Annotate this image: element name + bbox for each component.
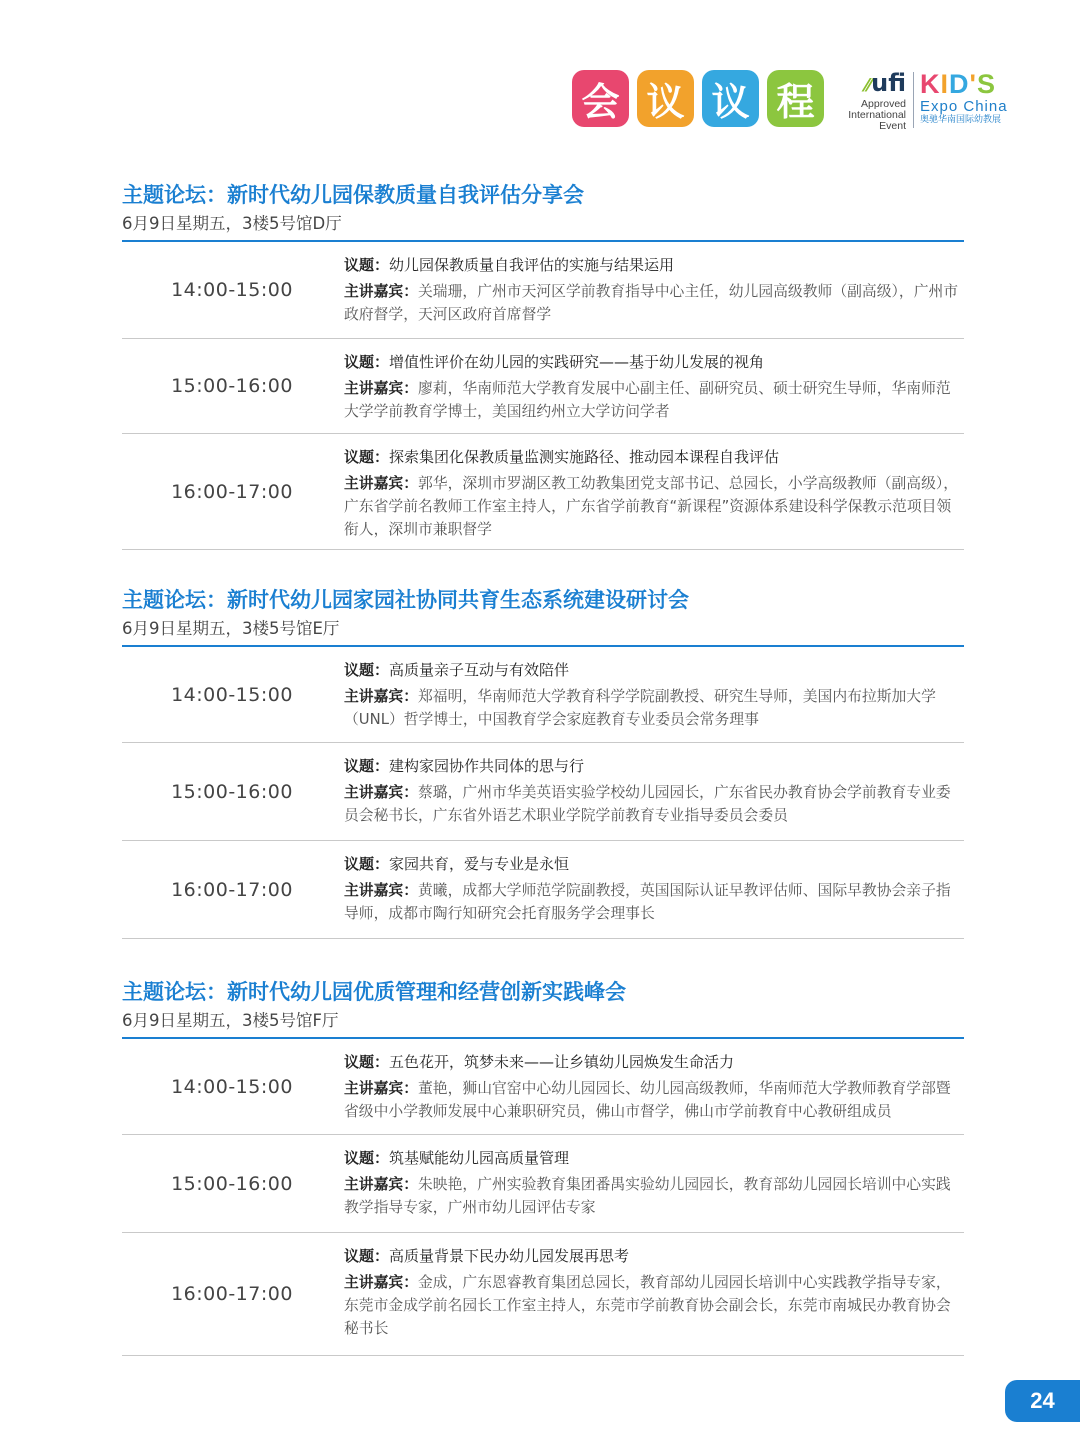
speaker-text: 郑福明，华南师范大学教育科学学院副教授、研究生导师，美国内布拉斯加大学（UNL）哲学博士，中国教育学会家庭教育专业委员会常务理事 [344,688,936,728]
forum-section [122,180,964,550]
title-tile: 议 [702,70,759,127]
topic-text: 高质量背景下民办幼儿园发展再思考 [389,1247,630,1265]
session-row [122,743,964,841]
session-row [122,1233,964,1356]
speaker-label: 主讲嘉宾： [344,784,418,801]
speaker-text: 蔡璐，广州市华美英语实验学校幼儿园园长，广东省民办教育协会学前教育专业委员会秘书长，广东省外语艺术职业学院学前教育专业指导委员会委员 [344,784,951,824]
kids-expo-text: Expo China [920,98,1008,115]
page-number: 24 [1005,1380,1080,1422]
speaker-label: 主讲嘉宾： [344,882,418,899]
session-time: 14:00-15:00 [171,279,293,301]
speaker-label: 主讲嘉宾： [344,283,418,300]
session-speaker [344,781,964,827]
kids-letter: ' [969,69,977,99]
session-topic [344,755,964,777]
session-time: 16:00-17:00 [171,1283,293,1305]
speaker-text: 关瑞珊，广州市天河区学前教育指导中心主任，幼儿园高级教师（副高级），广州市政府督学，天河区政府首席督学 [344,283,959,323]
logo-divider [913,72,914,128]
title-tile: 议 [637,70,694,127]
topic-label: 议题： [344,256,390,274]
session-row [122,1039,964,1135]
session-speaker [344,879,964,925]
session-time: 14:00-15:00 [171,1075,293,1098]
topic-label: 议题： [344,1149,390,1167]
session-speaker [344,472,964,541]
session-topic [344,1051,964,1073]
session-speaker [344,1173,964,1219]
event-logos [834,70,1024,132]
speaker-text: 朱映艳，广州实验教育集团番禺实验幼儿园园长，教育部幼儿园园长培训中心实践教学指导专家，广州市幼儿园评估专家 [344,1176,951,1216]
topic-text: 建构家园协作共同体的思与行 [389,757,585,775]
forum-title: 主题论坛：新时代幼儿园家园社协同共育生态系统建设研讨会 [122,588,689,612]
session-topic [344,1245,964,1267]
forum-schedule: 6月9日星期五，3楼5号馆E厅 [122,619,340,638]
ufi-line: Approved [861,98,906,110]
session-row [122,339,964,434]
session-speaker [344,1271,964,1340]
kids-letter: S [976,69,996,99]
topic-label: 议题： [344,1053,390,1071]
speaker-text: 郭华，深圳市罗湖区教工幼教集团党支部书记、总园长，小学高级教师（副高级），广东省学前名教师工作室主持人，广东省学前教育“新课程”资源体系建设科学保教示范项目领衔人，深圳市兼职督学 [344,475,959,538]
kids-letter: I [940,69,950,99]
session-speaker [344,377,964,423]
speaker-label: 主讲嘉宾： [344,1176,418,1193]
session-topic [344,446,964,468]
kids-expo-logo [920,70,1008,126]
session-row [122,1135,964,1233]
speaker-label: 主讲嘉宾： [344,380,418,397]
session-speaker [344,1077,964,1123]
session-speaker [344,685,964,731]
session-speaker [344,280,964,326]
session-topic [344,351,964,373]
session-time: 16:00-17:00 [171,878,293,901]
topic-label: 议题： [344,757,390,775]
session-time: 15:00-16:00 [171,780,293,803]
session-topic [344,254,964,276]
forum-section [122,585,964,939]
kids-letter: K [920,69,941,99]
session-topic [344,1147,964,1169]
session-topic [344,853,964,875]
session-time: 15:00-16:00 [171,375,293,397]
topic-label: 议题： [344,855,390,873]
speaker-text: 廖莉，华南师范大学教育发展中心副主任、副研究员、硕士研究生导师，华南师范大学学前教育学博士，美国纽约州立大学访问学者 [344,380,951,420]
ufi-logo [834,70,906,132]
speaker-label: 主讲嘉宾： [344,688,418,705]
speaker-label: 主讲嘉宾： [344,1274,418,1291]
topic-text: 筑基赋能幼儿园高质量管理 [389,1149,570,1167]
topic-text: 探索集团化保教质量监测实施路径、推动园本课程自我评估 [389,448,780,466]
topic-label: 议题： [344,661,390,679]
session-row [122,647,964,743]
topic-text: 增值性评价在幼儿园的实践研究——基于幼儿发展的视角 [389,353,765,371]
forum-schedule: 6月9日星期五，3楼5号馆F厅 [122,1011,339,1030]
session-time: 14:00-15:00 [171,683,293,706]
session-row [122,434,964,550]
speaker-label: 主讲嘉宾： [344,1080,418,1097]
session-time: 15:00-16:00 [171,1172,293,1195]
speaker-text: 董艳，狮山官窑中心幼儿园园长、幼儿园高级教师，华南师范大学教师教育学部暨省级中小学教师发展中心兼职研究员，佛山市督学，佛山市学前教育中心教研组成员 [344,1080,951,1120]
topic-text: 家园共育，爱与专业是永恒 [389,855,570,873]
session-row [122,242,964,339]
topic-label: 议题： [344,353,390,371]
forum-section [122,977,964,1356]
title-tile: 程 [767,70,824,127]
topic-text: 高质量亲子互动与有效陪伴 [389,661,570,679]
topic-label: 议题： [344,448,390,466]
ufi-swoosh-icon: ⁄⁄ [865,75,872,96]
speaker-text: 黄曦，成都大学师范学院副教授，英国国际认证早教评估师、国际早教协会亲子指导师，成都市陶行知研究会托育服务学会理事长 [344,882,951,922]
forum-title: 主题论坛：新时代幼儿园优质管理和经营创新实践峰会 [122,980,626,1004]
forum-title: 主题论坛：新时代幼儿园保教质量自我评估分享会 [122,183,584,207]
topic-text: 五色花开，筑梦未来——让乡镇幼儿园焕发生命活力 [389,1053,735,1071]
session-topic [344,659,964,681]
agenda-title [572,70,824,127]
session-row [122,841,964,939]
title-tile: 会 [572,70,629,127]
forum-schedule: 6月9日星期五，3楼5号馆D厅 [122,214,342,233]
ufi-line: International [848,109,906,121]
speaker-text: 金成，广东恩睿教育集团总园长，教育部幼儿园园长培训中心实践教学指导专家，东莞市金成学前名园长工作室主持人，东莞市学前教育协会副会长，东莞市南城民办教育协会秘书长 [344,1274,951,1337]
topic-text: 幼儿园保教质量自我评估的实施与结果运用 [389,256,675,274]
ufi-line: Event [879,120,906,132]
speaker-label: 主讲嘉宾： [344,475,418,492]
topic-label: 议题： [344,1247,390,1265]
kids-cn-text: 奥驰华南国际幼教展 [920,115,1002,125]
kids-letter: D [949,69,970,99]
ufi-mark-text: ufi [871,69,906,97]
session-time: 16:00-17:00 [171,480,293,503]
kids-wordmark [920,70,1008,98]
